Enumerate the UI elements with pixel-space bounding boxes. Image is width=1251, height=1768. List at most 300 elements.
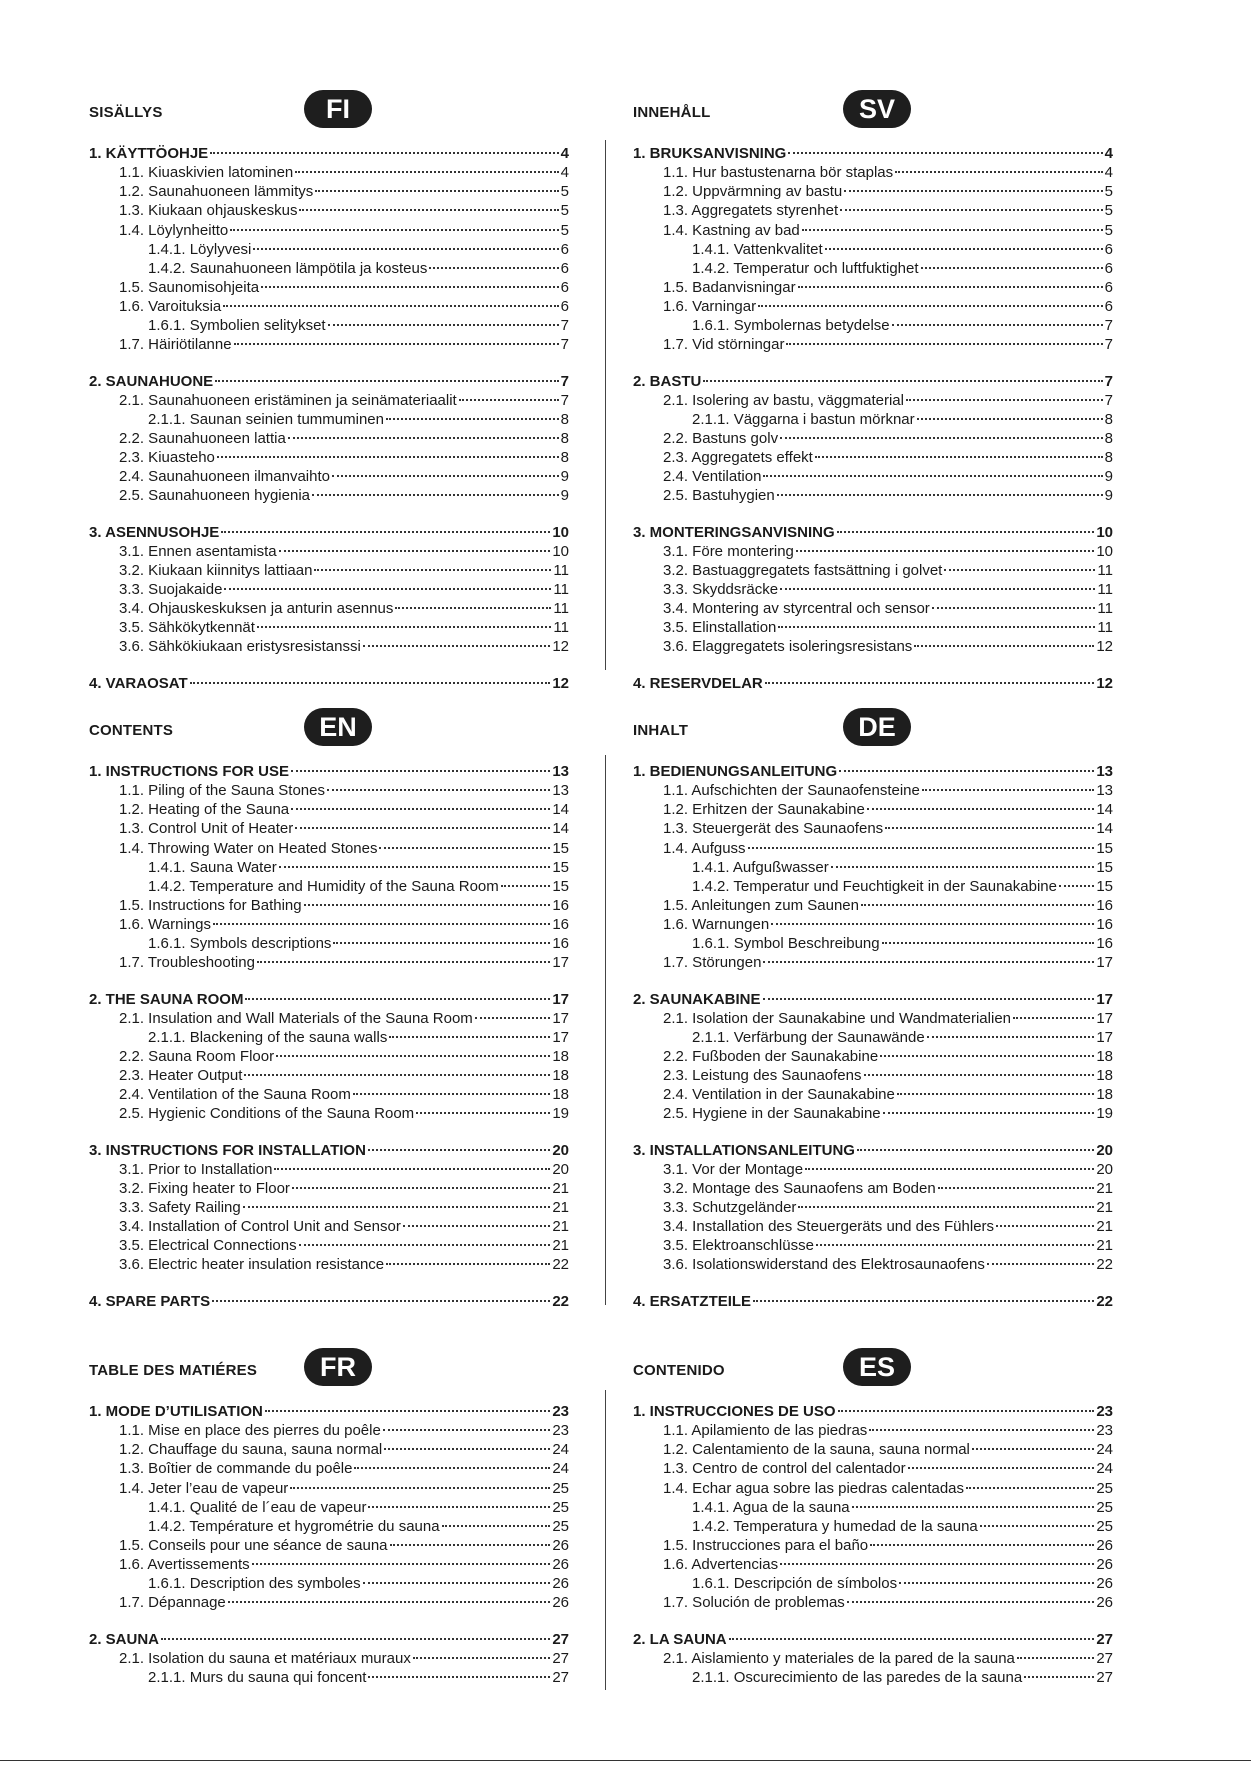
toc-entry-page: 21 [552, 1237, 569, 1255]
toc-entry-page: 8 [560, 449, 569, 467]
toc-entry [633, 1517, 1113, 1536]
dot-leader [880, 1055, 1094, 1057]
toc-entry [633, 618, 1113, 637]
dot-leader [215, 380, 558, 382]
toc-entry [89, 1179, 569, 1198]
toc-entry [633, 637, 1113, 656]
toc-entry [633, 335, 1113, 354]
toc-entry-page: 16 [1096, 916, 1113, 934]
section-header [89, 90, 569, 130]
toc-chapter [89, 144, 569, 163]
toc-chapter [89, 1141, 569, 1160]
dot-leader [908, 1467, 1095, 1469]
dot-leader [190, 682, 551, 684]
toc-entry-page: 25 [1096, 1479, 1113, 1497]
dot-leader [778, 626, 1095, 628]
toc-entry-page: 7 [1104, 317, 1113, 335]
toc-entry-page: 27 [1096, 1649, 1113, 1667]
dot-leader [292, 1187, 550, 1189]
dot-leader [291, 770, 550, 772]
dot-leader [788, 152, 1102, 154]
toc-entry [89, 182, 569, 201]
toc-entry-page: 22 [1096, 1256, 1113, 1274]
toc-entry-page: 21 [1096, 1179, 1113, 1197]
dot-leader [265, 1410, 550, 1412]
dot-leader [883, 1112, 1095, 1114]
toc-entry-page: 18 [1096, 1067, 1113, 1085]
dot-leader [780, 1563, 1094, 1565]
toc-entry-label: 3.4. Ohjauskeskuksen ja anturin asennus [119, 600, 394, 618]
toc-entry [633, 1555, 1113, 1574]
toc-entry [633, 467, 1113, 486]
section-title: CONTENIDO [633, 1362, 725, 1379]
toc-entry-page: 9 [1104, 468, 1113, 486]
dot-leader [753, 1300, 1094, 1302]
toc-entry-label: 1.4.1. Sauna Water [148, 858, 277, 876]
dot-leader [798, 1206, 1094, 1208]
toc-entry [633, 800, 1113, 819]
dot-leader [748, 847, 1095, 849]
toc-entry-page: 25 [552, 1479, 569, 1497]
toc-entry-page: 9 [560, 468, 569, 486]
toc-chapter [633, 1141, 1113, 1160]
toc-entry-page: 16 [552, 935, 569, 953]
toc-entry [633, 1498, 1113, 1517]
toc-entry-page: 6 [1104, 240, 1113, 258]
dot-leader [798, 286, 1103, 288]
toc-entry [89, 561, 569, 580]
toc-entry-label: 2.1.1. Väggarna i bastun mörknar [692, 410, 915, 428]
toc-entry-label: 1.5. Conseils pour une séance de sauna [119, 1536, 388, 1554]
toc-entry-label: 1.5. Badanvisningar [663, 278, 796, 296]
toc-entry-page: 8 [1104, 429, 1113, 447]
toc-entry-label: 1.6.1. Description des symboles [148, 1575, 361, 1593]
dot-leader [837, 531, 1095, 533]
dot-leader [213, 923, 550, 925]
toc-entry [89, 1085, 569, 1104]
toc-entry-page: 11 [1097, 619, 1113, 637]
toc-entry-label: 1. BEDIENUNGSANLEITUNG [633, 763, 838, 780]
toc-entry-label: 1.6.1. Symbol Beschreibung [692, 935, 880, 953]
dot-leader [221, 531, 550, 533]
dot-leader [363, 1582, 551, 1584]
toc-entry-label: 2.1.1. Verfärbung der Saunawände [692, 1028, 925, 1046]
toc-entry-page: 4 [1104, 145, 1113, 162]
section-title: INHALT [633, 722, 689, 739]
toc-entry [89, 297, 569, 316]
toc-entry-label: 1.2. Uppvärmning av bastu [663, 183, 843, 201]
toc-entry-label: 1.1. Aufschichten der Saunaofensteine [663, 782, 920, 800]
dot-leader [870, 1544, 1094, 1546]
toc-entry-page: 13 [1096, 782, 1113, 800]
toc-entry-page: 18 [1096, 1047, 1113, 1065]
toc-entry-page: 20 [552, 1160, 569, 1178]
dot-leader [987, 1263, 1094, 1265]
toc-entry-label: 2.2. Bastuns golv [663, 429, 779, 447]
toc-entry-label: 1.4. Aufguss [663, 839, 746, 857]
toc-entry-page: 20 [1096, 1160, 1113, 1178]
dot-leader [299, 209, 558, 211]
toc-section-en [89, 708, 569, 1311]
toc-entry [633, 1440, 1113, 1459]
toc-entry [89, 1649, 569, 1668]
dot-leader [384, 1448, 550, 1450]
toc-entry [633, 1574, 1113, 1593]
dot-leader [429, 267, 558, 269]
toc-entry-label: 3. ASENNUSOHJE [89, 523, 220, 541]
toc-entry [633, 1236, 1113, 1255]
toc-entry-page: 27 [552, 1649, 569, 1667]
toc-entry [89, 1066, 569, 1085]
dot-leader [882, 942, 1095, 944]
toc-entry [89, 448, 569, 467]
section-header [633, 1348, 1113, 1388]
toc-entry-page: 15 [1096, 858, 1113, 876]
section-header [633, 90, 1113, 130]
toc-list [89, 1402, 569, 1687]
toc-entry-page: 25 [552, 1498, 569, 1516]
toc-entry-label: 2.3. Heater Output [119, 1067, 243, 1085]
toc-entry-page: 21 [1096, 1218, 1113, 1236]
toc-entry-page: 8 [560, 429, 569, 447]
toc-entry [633, 1160, 1113, 1179]
dot-leader [1013, 1017, 1094, 1019]
toc-entry [89, 278, 569, 297]
dot-leader [815, 456, 1103, 458]
toc-entry [89, 429, 569, 448]
toc-entry-page: 17 [1096, 990, 1113, 1008]
toc-entry-label: 1.7. Häiriötilanne [119, 336, 232, 354]
toc-entry-label: 1.6.1. Descripción de símbolos [692, 1575, 898, 1593]
toc-entry [633, 561, 1113, 580]
toc-entry-page: 6 [1104, 278, 1113, 296]
toc-entry-label: 1.4. Kastning av bad [663, 221, 800, 239]
toc-entry-label: 1.3. Aggregatets styrenhet [663, 202, 839, 220]
toc-entry-label: 3.2. Kiukaan kiinnitys lattiaan [119, 561, 313, 579]
toc-entry-page: 26 [1096, 1575, 1113, 1593]
toc-entry [633, 953, 1113, 972]
toc-entry-label: 1.4.1. Agua de la sauna [692, 1498, 850, 1516]
toc-entry-page: 21 [552, 1198, 569, 1216]
toc-entry-label: 2. SAUNAKABINE [633, 990, 761, 1008]
toc-entry-page: 26 [552, 1536, 569, 1554]
toc-entry-page: 25 [1096, 1517, 1113, 1535]
toc-entry-label: 1.7. Solución de problemas [663, 1594, 845, 1612]
dot-leader [244, 1074, 550, 1076]
dot-leader [315, 190, 558, 192]
toc-entry [89, 953, 569, 972]
toc-entry-page: 16 [1096, 935, 1113, 953]
toc-entry-page: 12 [552, 674, 569, 692]
toc-entry-page: 6 [1104, 298, 1113, 316]
toc-entry-page: 18 [552, 1067, 569, 1085]
toc-entry [89, 637, 569, 656]
toc-entry-page: 20 [552, 1141, 569, 1159]
toc-entry-page: 17 [1096, 1009, 1113, 1027]
toc-entry [89, 486, 569, 505]
toc-entry-page: 15 [1096, 839, 1113, 857]
toc-chapter [89, 523, 569, 542]
toc-entry-label: 1.3. Centro de control del calentador [663, 1460, 906, 1478]
toc-entry-label: 2.1. Insulation and Wall Materials of the Sauna Room [119, 1009, 473, 1027]
toc-entry-label: 1.4. Löylynheitto [119, 221, 229, 239]
toc-entry [633, 278, 1113, 297]
toc-entry [633, 781, 1113, 800]
dot-leader [368, 1149, 550, 1151]
toc-entry-label: 1.1. Apilamiento de las piedras [663, 1422, 868, 1440]
toc-entry-page: 7 [560, 317, 569, 335]
toc-entry-page: 15 [552, 858, 569, 876]
toc-entry-page: 5 [1104, 221, 1113, 239]
toc-entry-label: 1.4.1. Vattenkvalitet [692, 240, 823, 258]
toc-entry [89, 1421, 569, 1440]
toc-entry [633, 896, 1113, 915]
toc-entry [633, 1479, 1113, 1498]
dot-leader [368, 1676, 550, 1678]
toc-entry-label: 4. RESERVDELAR [633, 674, 763, 692]
section-title: SISÄLLYS [89, 104, 163, 121]
dot-leader [395, 607, 551, 609]
toc-entry-label: 1.3. Control Unit of Heater [119, 820, 294, 838]
toc-entry [633, 201, 1113, 220]
toc-entry-label: 3.1. Före montering [663, 542, 794, 560]
toc-chapter [89, 762, 569, 781]
toc-entry-label: 1.4. Echar agua sobre las piedras calentadas [663, 1479, 965, 1497]
dot-leader [996, 1225, 1094, 1227]
toc-entry-label: 3. INSTRUCTIONS FOR INSTALLATION [89, 1141, 366, 1159]
toc-entry-label: 1.5. Instructions for Bathing [119, 896, 302, 914]
toc-entry-page: 6 [560, 240, 569, 258]
toc-entry-page: 15 [1096, 877, 1113, 895]
dot-leader [852, 1506, 1095, 1508]
toc-entry-label: 1.7. Störungen [663, 954, 762, 972]
dot-leader [333, 942, 550, 944]
toc-list [633, 762, 1113, 1311]
toc-entry-page: 26 [1096, 1594, 1113, 1612]
toc-entry-label: 2.4. Saunahuoneen ilmanvaihto [119, 468, 330, 486]
page-bottom-rule [0, 1760, 1251, 1761]
toc-entry-label: 3.5. Elektroanschlüsse [663, 1237, 814, 1255]
toc-entry [89, 1255, 569, 1274]
toc-entry [633, 1028, 1113, 1047]
toc-entry-label: 3.2. Montage des Saunaofens am Boden [663, 1179, 936, 1197]
toc-entry-page: 7 [560, 372, 569, 390]
toc-entry-page: 21 [552, 1218, 569, 1236]
toc-entry-page: 11 [553, 600, 569, 618]
toc-entry-page: 23 [552, 1403, 569, 1420]
toc-entry-label: 2.3. Aggregatets effekt [663, 449, 813, 467]
toc-entry-label: 1.6. Advertencias [663, 1556, 779, 1574]
toc-entry-label: 2. BASTU [633, 372, 702, 390]
toc-chapter [633, 1292, 1113, 1311]
toc-entry-label: 1.3. Kiukaan ohjauskeskus [119, 202, 298, 220]
toc-entry-label: 1.2. Saunahuoneen lämmitys [119, 183, 314, 201]
dot-leader [921, 267, 1103, 269]
dot-leader [386, 418, 559, 420]
toc-entry-label: 3.2. Fixing heater to Floor [119, 1179, 290, 1197]
toc-entry-label: 1.1. Kiuaskivien latominen [119, 164, 294, 182]
toc-chapter [633, 762, 1113, 781]
toc-entry-page: 14 [552, 820, 569, 838]
toc-entry-page: 24 [552, 1441, 569, 1459]
section-title: INNEHÅLL [633, 104, 711, 121]
toc-entry-page: 16 [1096, 896, 1113, 914]
dot-leader [328, 324, 559, 326]
language-badge: ES [843, 1348, 911, 1386]
toc-entry-page: 4 [560, 145, 569, 162]
toc-entry-label: 3.6. Electric heater insulation resistance [119, 1256, 385, 1274]
toc-entry [633, 1668, 1113, 1687]
toc-entry-page: 10 [552, 542, 569, 560]
dot-leader [703, 380, 1102, 382]
toc-entry-page: 17 [552, 1009, 569, 1027]
toc-entry [633, 1255, 1113, 1274]
dot-leader [1059, 885, 1094, 887]
toc-entry-page: 9 [560, 487, 569, 505]
column-divider-top [605, 140, 606, 670]
toc-entry-label: 3.3. Safety Railing [119, 1198, 241, 1216]
dot-leader [838, 1410, 1095, 1412]
dot-leader [840, 209, 1103, 211]
toc-entry [633, 1217, 1113, 1236]
toc-entry-page: 5 [560, 202, 569, 220]
toc-entry [89, 1479, 569, 1498]
toc-section-de [633, 708, 1113, 1311]
toc-entry-label: 4. VARAOSAT [89, 674, 188, 692]
toc-entry [633, 839, 1113, 858]
toc-entry [633, 1066, 1113, 1085]
dot-leader [864, 1074, 1095, 1076]
toc-entry [633, 1649, 1113, 1668]
toc-entry-label: 2. THE SAUNA ROOM [89, 990, 244, 1008]
dot-leader [922, 789, 1094, 791]
toc-entry [89, 259, 569, 278]
toc-list [633, 1402, 1113, 1687]
toc-entry-label: 1.4.1. Aufgußwasser [692, 858, 829, 876]
dot-leader [763, 475, 1102, 477]
toc-entry-label: 2.2. Sauna Room Floor [119, 1047, 275, 1065]
dot-leader [383, 1429, 550, 1431]
toc-entry-page: 9 [1104, 487, 1113, 505]
dot-leader [802, 229, 1103, 231]
dot-leader [304, 904, 551, 906]
toc-entry-page: 10 [1096, 542, 1113, 560]
toc-entry-page: 6 [560, 278, 569, 296]
dot-leader [379, 847, 550, 849]
toc-list [89, 762, 569, 1311]
dot-leader [780, 588, 1095, 590]
toc-entry-label: 2.4. Ventilation of the Sauna Room [119, 1086, 351, 1104]
dot-leader [442, 1525, 551, 1527]
dot-leader [230, 229, 558, 231]
toc-entry-page: 26 [1096, 1536, 1113, 1554]
toc-entry [89, 819, 569, 838]
toc-entry-label: 1. MODE D’UTILISATION [89, 1403, 263, 1420]
dot-leader [839, 770, 1094, 772]
toc-entry-page: 23 [1096, 1422, 1113, 1440]
dot-leader [261, 286, 559, 288]
dot-leader [276, 1055, 550, 1057]
toc-entry-label: 1.4.2. Temperatur och luftfuktighet [692, 259, 919, 277]
toc-entry-page: 6 [560, 298, 569, 316]
toc-entry [89, 1028, 569, 1047]
dot-leader [917, 418, 1103, 420]
dot-leader [777, 494, 1103, 496]
toc-entry [89, 163, 569, 182]
toc-entry-label: 4. ERSATZTEILE [633, 1292, 752, 1310]
dot-leader [914, 645, 1094, 647]
dot-leader [312, 494, 559, 496]
dot-leader [796, 550, 1094, 552]
toc-entry-label: 1.4.2. Temperatur und Feuchtigkeit in der Saunakabine [692, 877, 1057, 895]
dot-leader [295, 827, 550, 829]
toc-entry-label: 2. LA SAUNA [633, 1630, 727, 1648]
toc-entry-label: 2.3. Kiuasteho [119, 449, 215, 467]
toc-entry-page: 15 [552, 839, 569, 857]
toc-entry-label: 1.6.1. Symbolernas betydelse [692, 317, 890, 335]
toc-chapter [89, 1292, 569, 1311]
toc-entry-page: 14 [1096, 801, 1113, 819]
dot-leader [831, 866, 1095, 868]
section-header [89, 708, 569, 748]
toc-entry [633, 316, 1113, 335]
toc-entry [633, 1009, 1113, 1028]
toc-entry [633, 1085, 1113, 1104]
toc-entry-label: 2.1. Aislamiento y materiales de la pared de la sauna [663, 1649, 1015, 1667]
dot-leader [257, 961, 550, 963]
toc-entry-page: 11 [1097, 580, 1113, 598]
dot-leader [501, 885, 551, 887]
toc-entry-page: 8 [560, 410, 569, 428]
toc-entry-label: 1.5. Saunomisohjeita [119, 278, 260, 296]
toc-entry-label: 3.4. Installation des Steuergeräts und des Fühlers [663, 1218, 995, 1236]
toc-entry-label: 1.6. Avertissements [119, 1556, 250, 1574]
dot-leader [234, 343, 559, 345]
toc-chapter [633, 523, 1113, 542]
toc-entry [89, 1536, 569, 1555]
toc-entry-page: 25 [1096, 1498, 1113, 1516]
toc-entry-page: 13 [552, 782, 569, 800]
toc-entry-label: 1.4.1. Qualité de l´eau de vapeur [148, 1498, 367, 1516]
toc-entry-page: 4 [560, 164, 569, 182]
dot-leader [867, 808, 1095, 810]
toc-chapter [633, 1630, 1113, 1649]
dot-leader [279, 866, 551, 868]
toc-entry-label: 1.4.1. Löylyvesi [148, 240, 252, 258]
toc-entry-page: 7 [1104, 391, 1113, 409]
toc-entry-label: 1. BRUKSANVISNING [633, 145, 787, 162]
toc-entry-page: 18 [1096, 1086, 1113, 1104]
dot-leader [927, 1036, 1095, 1038]
toc-entry-page: 5 [560, 183, 569, 201]
toc-chapter [633, 990, 1113, 1009]
dot-leader [224, 588, 551, 590]
toc-entry-label: 2.1. Saunahuoneen eristäminen ja seinämateriaalit [119, 391, 457, 409]
toc-entry-label: 2.5. Hygienic Conditions of the Sauna Room [119, 1105, 415, 1123]
toc-chapter [633, 1402, 1113, 1421]
toc-chapter [89, 1630, 569, 1649]
dot-leader [390, 1544, 551, 1546]
toc-entry-page: 14 [1096, 820, 1113, 838]
toc-entry-label: 2. SAUNAHUONE [89, 372, 214, 390]
toc-entry-page: 18 [552, 1047, 569, 1065]
toc-entry [89, 1104, 569, 1123]
toc-entry-page: 17 [552, 954, 569, 972]
dot-leader [857, 1149, 1094, 1151]
toc-entry-label: 1.5. Instrucciones para el baño [663, 1536, 869, 1554]
dot-leader [354, 1467, 550, 1469]
dot-leader [314, 569, 551, 571]
